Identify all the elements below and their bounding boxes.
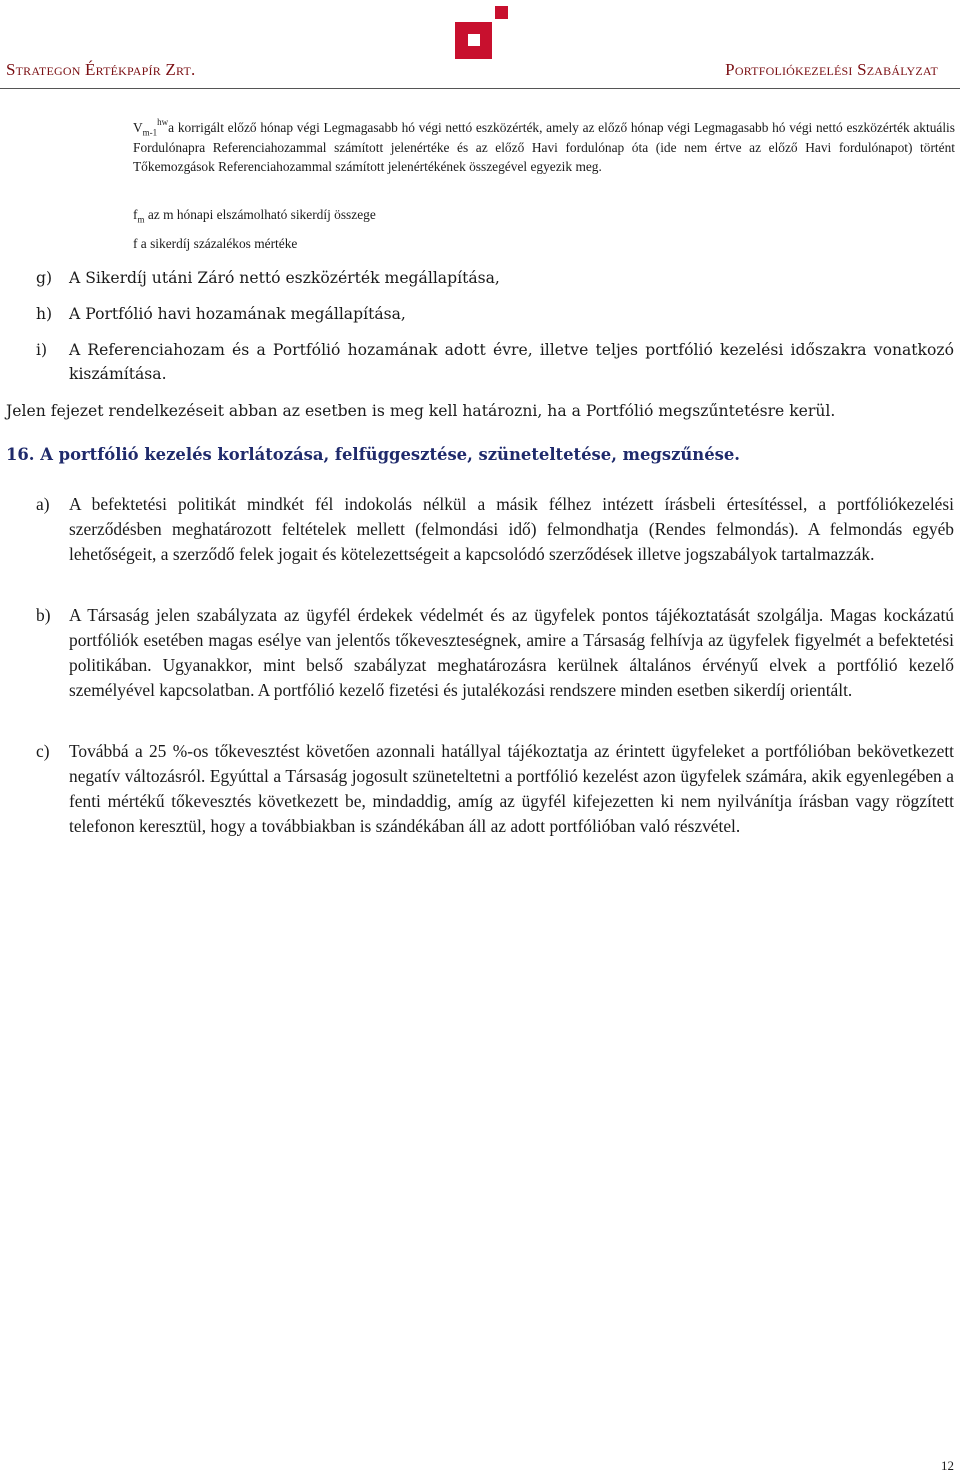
paragraph	[36, 739, 954, 839]
list-item-text: A Referenciahozam és a Portfólió hozamának adott évre, illetve teljes portfólió kezelési időszakra vonatkozó kiszámítása.	[69, 341, 954, 383]
section-heading: 16. A portfólió kezelés korlátozása, felfüggesztése, szüneteltetése, megszűnése.	[6, 445, 741, 464]
paragraph-text: A Társaság jelen szabályzata az ügyfél érdekek védelmét és az ügyfelek pontos tájékoztatását szolgálja. Magas kockázatú portfóliók esetében magas esélye van jelentős tőkeveszteségnek, amire a Társaság felhívja az ügyfelek figyelmét a befektetési politikában. Ugyanakkor, mint belső szabályzat meghatározásra kerülnek általános érvényű elvek a portfólió kezelő személyével kapcsolatban. A portfólió kezelő fizetési és jutalékozási rendszere minden esetben sikerdíj orientált.	[69, 605, 954, 700]
list-item	[36, 338, 954, 386]
paragraph-label: c)	[36, 741, 50, 761]
paragraph-label: a)	[36, 494, 50, 514]
company-logo-icon	[455, 4, 510, 59]
paragraph-label: b)	[36, 605, 51, 625]
list-item-label: h)	[36, 305, 53, 323]
header-document-title: Portfoliókezelési Szabályzat	[725, 60, 938, 79]
v-definition-text: a korrigált előző hónap végi Legmagasabb hó végi nettó eszközérték, amely az előző hónap végi Legmagasabb hó végi nettó eszközérték aktuális Fordulónapra Referenciahozammal számított jelenértéke és az előző Havi fordulónap óta (ide nem értve az előző Havi fordulónapot) történt Tőkemozgások Referenciahozammal számított jelenértékének összegével egyezik meg.	[133, 120, 955, 174]
paragraph-text: A befektetési politikát mindkét fél indokolás nélkül a másik félhez intézett írásbeli értesítéssel, a portfóliókezelési szerződésben meghatározott feltételek mellett (felmondási idő) felmondhatja (Rendes felmondás). A felmondás egyéb lehetőségeit, a szerződő felek jogait és kötelezettségeit a kapcsolódó szerződések illetve jogszabályok tartalmazzák.	[69, 494, 954, 564]
definition-f: f a sikerdíj százalékos mértéke	[133, 236, 298, 251]
list-item	[36, 266, 954, 290]
paragraph	[36, 603, 954, 703]
header-company-name: Strategon Értékpapír Zrt.	[6, 60, 196, 79]
list-item-text: A Portfólió havi hozamának megállapítása,	[69, 305, 406, 323]
page-number: 12	[941, 1458, 954, 1473]
v-symbol: $V_{m-1}^{hw}$	[133, 116, 169, 138]
fm-definition-text: az m hónapi elszámolható sikerdíj összege	[147, 207, 376, 222]
definition-fm	[133, 205, 955, 225]
fm-symbol: $f_m$	[133, 207, 145, 225]
list-item-label: i)	[36, 341, 48, 359]
definition-v	[133, 118, 955, 177]
header-divider	[0, 88, 960, 89]
list-item-label: g)	[36, 269, 53, 287]
paragraph	[36, 492, 954, 567]
list-item	[36, 302, 954, 326]
paragraph-text: Továbbá a 25 %-os tőkevesztést követően azonnali hatállyal tájékoztatja az érintett ügyfeleket a portfólióban bekövetkezett negatív változásról. Egyúttal a Társaság jogosult szüneteltetni a portfólió kezelést azon ügyfelek számára, akik egyenlegében a fenti mértékű tőkevesztés következett be, mindaddig, amíg az ügyfél kifejezetten ki nem nyilvánítja írásban vagy rögzített telefonon keresztül, hogy a továbbiakban is szándékában áll az adott portfólióban való részvétel.	[69, 741, 954, 836]
chapter-note: Jelen fejezet rendelkezéseit abban az esetben is meg kell határozni, ha a Portfólió megszűntetésre kerül.	[6, 402, 836, 420]
list-item-text: A Sikerdíj utáni Záró nettó eszközérték megállapítása,	[69, 269, 500, 287]
